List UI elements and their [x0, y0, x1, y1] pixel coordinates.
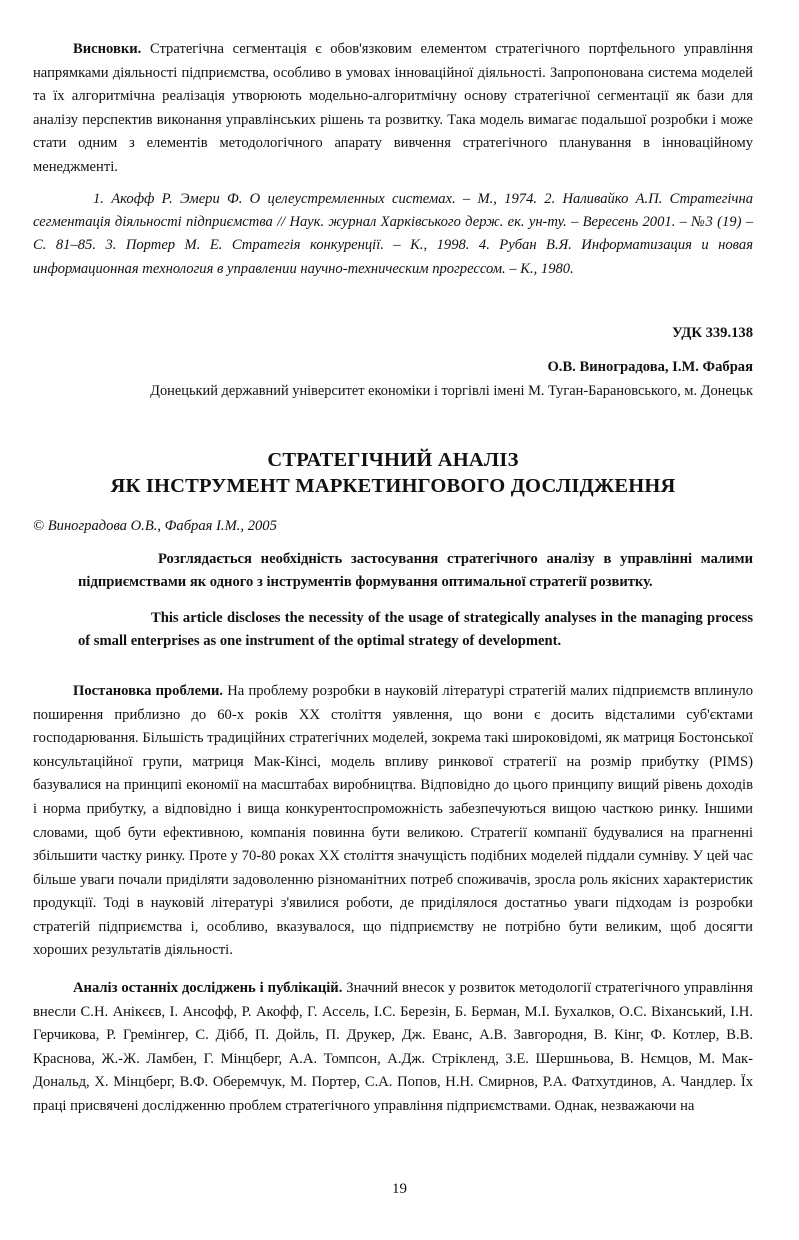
analysis-text: Значний внесок у розвиток методології стратегічного управління внесли С.Н. Анікєєв, І. Ансофф, Р. Акофф, Г. Ассель, І.С. Березін, Б. Берман, М.І. Бухалков, О.С. Віханський, І.Н. Герчикова, Р. Гремінгер, С. Дібб, П. Дойль, П. Друкер, Дж. Еванс, А.В. Завгородня, В. Кінг, Ф. Котлер, В.В. Краснова, Ж.-Ж. Ламбен, Г. Мінцберг, А.А. Томпсон, А.Дж. Стрікленд, З.Е. Шершньова, В. Нємцов, М. Мак-Дональд, Х. Мінцберг, В.Ф. Оберемчук, М. Портер, С.А. Попов, Н.Н. Смирнов, Р.А. Фатхутдинов, А. Чандлер. Їх праці присвячені дослідженню проблем стратегічного управління підприємствами. Однак, незважаючи на — [33, 980, 753, 1115]
analysis-label: Аналіз останніх досліджень і публікацій. — [73, 980, 343, 997]
copyright: © Виноградова О.В., Фабрая І.М., 2005 — [33, 517, 277, 534]
affiliation: Донецький державний університет економіки і торгівлі імені М. Туган-Барановського, м. Донецьк — [150, 383, 753, 400]
conclusions-text: Стратегічна сегментація є обов'язковим елементом стратегічного портфельного управління напрямками діяльності підприємства, особливо в умовах інноваційної діяльності. Запропонована система моделей та їх алгоритмічна реалізація утворюють модельно-алгоритмічну основу стратегічної сегментації як бази для аналізу перспектив виконання управлінських рішень та розвитку. Така модель вимагає подальшої розробки і може стати одним з елементів методологічного апарату вивчення стратегічного планування в інноваційному менеджменті. — [33, 41, 753, 175]
article-title-line-1: СТРАТЕГІЧНИЙ АНАЛІЗ — [267, 448, 519, 471]
references-list: 1. Акофф Р. Эмери Ф. О целеустремленных системах. – М., 1974. 2. Наливайко А.П. Стратегічна сегментація діяльності підприємства // Наук. журнал Харківського держ. ек. ун-ту. – Вересень 2001. – №3 (19) – С. 81–85. 3. Портер М. Е. Стратегія конкуренції. – К., 1998. 4. Рубан В.Я. Информатизация и новая информационная технология в управлении научно-техническим прогрессом. – К., 1980. — [33, 190, 753, 277]
udk-code: УДК 339.138 — [672, 325, 753, 342]
page-number: 19 — [392, 1181, 407, 1197]
problem-label: Постановка проблеми. — [73, 682, 224, 699]
abstract-english: This article discloses the necessity of the usage of strategically analyses in the managing process of small enterprises as one instrument of the optimal strategy of development. — [78, 609, 753, 650]
article-title-line-2: ЯК ІНСТРУМЕНТ МАРКЕТИНГОВОГО ДОСЛІДЖЕННЯ — [110, 474, 676, 497]
abstract-ukrainian: Розглядається необхідність застосування стратегічного аналізу в управлінні малими підприємствами як одного з інструментів формування оптимальної стратегії розвитку. — [78, 550, 753, 591]
article-title — [33, 447, 753, 499]
problem-paragraph — [33, 680, 753, 963]
authors: О.В. Виноградова, І.М. Фабрая — [547, 358, 753, 375]
analysis-paragraph — [33, 977, 753, 1119]
conclusions-paragraph — [33, 38, 753, 180]
conclusions-label: Висновки. — [73, 41, 142, 57]
problem-text: На проблему розробки в науковій літературі стратегій малих підприємств вплинуло поширення приблизно до 60-х років XX століття уявлення, що вони є досить відсталими суб'єктами господарювання. Більшість традиційних стратегічних моделей, зокрема такі широковідомі, як матриця Бостонської консультаційної групи, матриця Мак-Кінсі, модель впливу ринкової стратегії на розмір прибутку (PIMS) базувалися на принципі економії на масштабах виробництва. Відповідно до цього принципу вищий рівень доходів і норма прибутку, а відповідно і вища конкурентоспроможність забезпечуються вищою часткою ринку. Іншими словами, щоб бути ефективною, компанія повинна бути великою. Стратегії компанії будувалися на прагненні збільшити частку ринку. Проте у 70-80 роках XX століття значущість подібних моделей піддали сумніву. У цей час більше уваги почали приділяти задоволенню різноманітних потреб споживачів, зросла роль якісних характеристик продукції. Тоді в науковій літературі з'явилися роботи, де приділялося достатньо уваги підходам із розробки стратегій підприємства і, особливо, вказувалося, що підприємству не потрібно бути великим, щоб досягти хороших результатів діяльності. — [33, 682, 753, 959]
